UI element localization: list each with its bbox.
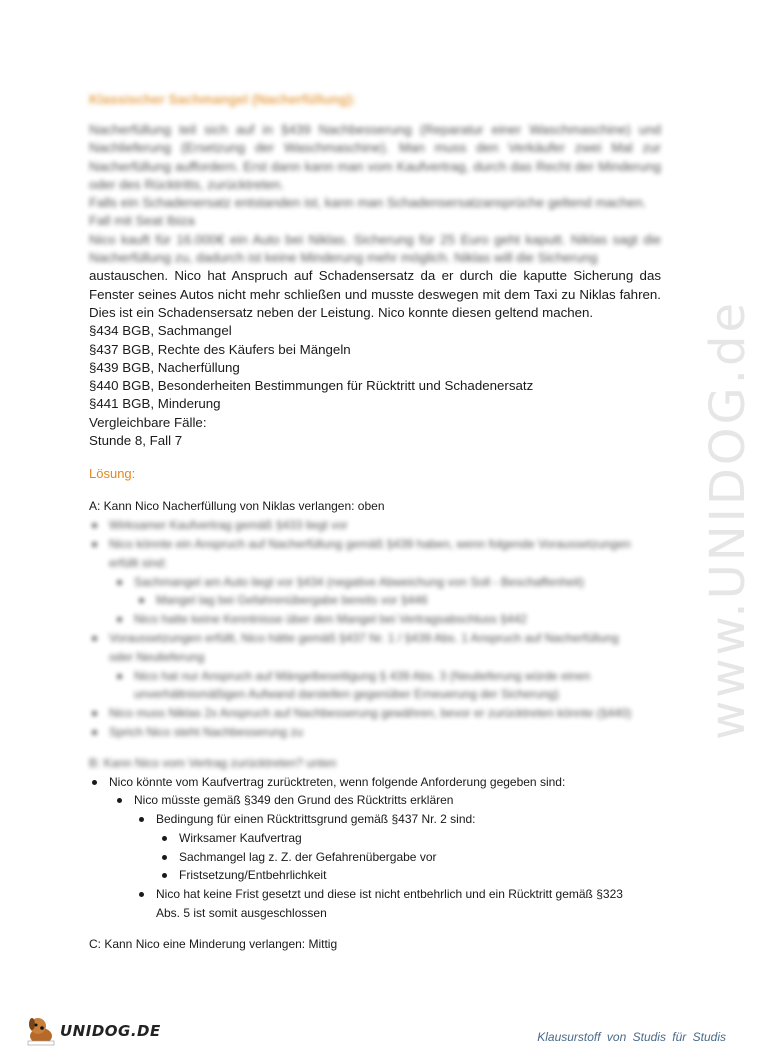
list-item: Wirksamer Kaufvertrag (89, 829, 661, 848)
blurred-intro-line: Nacherfüllung teil sich auf in §439 Nachbesserung (Reparatur einer Waschmaschine) und Nachlieferung (Ersetzung der Waschmaschine). Man muss den Verkäufer zwei Mal zur Nacherfüllung auffordern. Erst dann kann man vom Kaufvertrag, durch das Recht der Minderung oder des Rücktritts, zurücktreten. (89, 122, 661, 192)
list-item: Voraussetzungen erfüllt, Nico hätte gemäß §437 Nr. 1 / §439 Abs. 1 Anspruch auf Nacherfüllung (89, 629, 661, 648)
comparable-label: Vergleichbare Fälle: (89, 414, 207, 430)
question-a: A: Kann Nico Nacherfüllung von Niklas verlangen: oben (89, 499, 385, 514)
list-item: Nico hatte keine Kenntnisse über den Mangel bei Vertragsabschluss §442 (89, 610, 661, 629)
statute-item: §440 BGB, Besonderheiten Bestimmungen für Rücktritt und Schadenersatz (89, 378, 534, 394)
intro-visible: austauschen. Nico hat Anspruch auf Schadensersatz da er durch die kaputte Sicherung das Fenster seines Autos nicht mehr schließen und musste deswegen mit dem Taxi zu Niklas fahren. Dies ist ein Schadensersatz neben der Leistung. Nico konnte diesen geltend machen. (89, 268, 661, 320)
comparable-case: Stunde 8, Fall 7 (89, 433, 183, 449)
statute-item: §439 BGB, Nacherfüllung (89, 359, 240, 375)
question-b: B: Kann Nico vom Vertrag zurücktreten? unten (89, 755, 337, 770)
section-heading: Klassischer Sachmangel (Nacherfüllung): (89, 92, 357, 107)
list-continuation: erfüllt sind: (109, 555, 168, 570)
list-item: Nico muss Niklas 2x Anspruch auf Nachbesserung gewähren, bevor er zurücktreten könnte (§440) (89, 704, 661, 723)
statute-list (89, 322, 661, 413)
list-item: Bedingung für einen Rücktrittsgrund gemäß §437 Nr. 2 sind: (89, 810, 661, 829)
blurred-answer-a (89, 516, 661, 742)
blurred-intro-line: Fall mit Seat Ibiza (89, 213, 195, 229)
list-item: Nico müsste gemäß §349 den Grund des Rücktritts erklären (89, 791, 661, 810)
statute-item: §434 BGB, Sachmangel (89, 323, 232, 339)
document-content (89, 92, 661, 954)
statute-item: §437 BGB, Rechte des Käufers bei Mängeln (89, 341, 351, 357)
list-item: Wirksamer Kaufvertrag gemäß §433 liegt vor (89, 516, 661, 535)
blurred-intro-line: Falls ein Schadenersatz entstanden ist, kann man Schadensersatzansprüche geltend machen. (89, 195, 647, 211)
list-continuation: Abs. 5 ist somit ausgeschlossen (156, 906, 327, 921)
logo-text: UNIDOG.DE (60, 1022, 161, 1040)
watermark: www.UNIDOG.de (700, 299, 756, 740)
list-item: Mangel lag bei Gefahrenübergabe bereits vor §446 (89, 591, 661, 610)
question-c: C: Kann Nico eine Minderung verlangen: Mittig (89, 936, 338, 951)
dog-mascot-icon (24, 1014, 58, 1048)
list-item: Nico könnte vom Kaufvertrag zurücktreten, wenn folgende Anforderung gegeben sind: (89, 773, 661, 792)
list-continuation: oder Neulieferung (109, 649, 205, 664)
unidog-logo (24, 1014, 161, 1048)
list-item: Nico könnte ein Anspruch auf Nacherfüllung gemäß §439 haben, wenn folgende Voraussetzungen (89, 535, 661, 554)
blurred-intro-line: Nico kauft für 16.000€ ein Auto bei Niklas. Sicherung für 25 Euro geht kaputt. Niklas sagt die Nacherfüllung zu, dadurch ist keine Minderung mehr möglich. Niklas will die Sicherung (89, 231, 661, 266)
list-item: Sachmangel lag z. Z. der Gefahrenübergabe vor (89, 848, 661, 867)
list-item: Sprich Nico steht Nachbesserung zu (89, 723, 661, 742)
list-item: Nico hat keine Frist gesetzt und diese ist nicht entbehrlich und ein Rücktritt gemäß §323 (89, 885, 661, 904)
answer-b-list (89, 773, 661, 923)
footer-tagline: Klausurstoff von Studis für Studis (537, 1030, 726, 1044)
solution-label: Lösung: (89, 466, 136, 482)
blurred-intro (89, 121, 661, 267)
statute-item: §441 BGB, Minderung (89, 396, 221, 412)
list-item: Nico hat nur Anspruch auf Mängelbeseitigung § 439 Abs. 3 (Neulieferung würde einen (89, 667, 661, 686)
list-item: Fristsetzung/Entbehrlichkeit (89, 866, 661, 885)
list-item: Sachmangel am Auto liegt vor §434 (negative Abweichung von Soll - Beschaffenheit) (89, 573, 661, 592)
list-continuation: unverhältnismäßigen Aufwand darstellen gegenüber Erneuerung der Sicherung) (134, 687, 559, 702)
